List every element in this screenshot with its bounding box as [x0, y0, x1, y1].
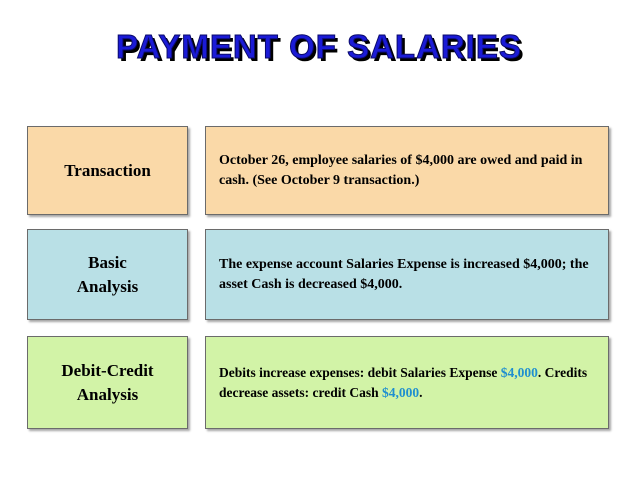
basic-analysis-content-box [205, 229, 609, 320]
basic-analysis-label-box [27, 229, 188, 320]
debit-credit-text [219, 363, 600, 403]
basic-analysis-label [77, 251, 138, 299]
transaction-label: Transaction [64, 160, 151, 180]
debit-credit-text-part3: . [419, 384, 423, 400]
debit-amount: $4,000 [500, 364, 538, 380]
debit-credit-label [61, 359, 153, 407]
transaction-text: October 26, employee salaries of $4,000 are owed and paid in cash. (See October 9 transaction.) [219, 152, 583, 188]
debit-credit-label-line1: Debit-Credit [61, 360, 154, 380]
debit-credit-text-part1: Debits increase expenses: debit Salaries Expense [219, 364, 498, 380]
page-title: PAYMENT OF SALARIES [116, 28, 522, 65]
debit-credit-label-box [27, 336, 188, 429]
debit-credit-text-part2: . Credits decrease assets: credit Cash [219, 364, 588, 400]
basic-analysis-label-line1: Basic [88, 252, 127, 272]
debit-credit-content-box [205, 336, 609, 429]
transaction-label-box [27, 126, 188, 215]
debit-credit-label-line2: Analysis [76, 384, 139, 404]
basic-analysis-label-line2: Analysis [76, 276, 139, 296]
transaction-content-box [205, 126, 609, 215]
credit-amount: $4,000 [381, 384, 420, 400]
basic-analysis-text: The expense account Salaries Expense is increased $4,000; the asset Cash is decreased $4,000. [219, 256, 589, 292]
